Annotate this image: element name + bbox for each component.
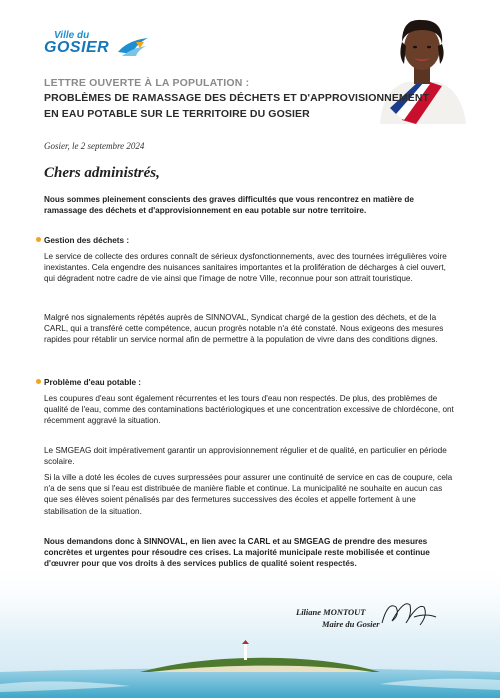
conclusion-paragraph: Nous demandons donc à SINNOVAL, en lien avec la CARL et au SMGEAG de prendre des mesures concrètes et urgentes pour résoudre ces crises. La majorité municipale reste mobilisée et continue [44,537,430,558]
section-heading-water [36,378,141,387]
wave-icon [116,36,150,58]
city-logo [44,30,154,60]
water-paragraph-2a: Le SMGEAG doit impérativement garantir un approvisionnement régulier et de qualité, en particulier en période scolaire. [44,446,447,467]
logo-line2: GOSIER [44,39,110,56]
bullet-icon [36,379,41,384]
signature-title: Maire du Gosier [322,619,380,629]
mayor-portrait [372,12,472,124]
section-heading-waste [36,236,129,245]
waste-paragraph-2: Malgré nos signalements répétés auprès de SINNOVAL, Syndicat chargé de la gestion des déchets, et de la CARL, qui a transféré cette compétence, aucun progrès notable n'a été constaté. Nous exigeons des mesures rapides pour rétablir un service normal afin de permettre à la population de vivre dans des conditions dignes. [44,313,444,345]
bullet-icon [36,237,41,242]
water-paragraph-1: Les coupures d'eau sont également récurrentes et les tours d'eau non respectés. De plus, des problèmes de qualité de l'eau, comme des contaminations bactériologiques et une concentration excessive de chlordécone, ont récemment aggravé la situation. [44,394,454,426]
waste-paragraph-1: Le service de collecte des ordures connaît de sérieux dysfonctionnements, avec des tournées irrégulières voire inexistantes. Cela engendre des nuisances sanitaires importantes et la prolifération de décharges à ciel ouvert, qui dégradent notre cadre de vie ainsi que l'image de notre Ville, reconnue pour son attrait touristique. [44,252,447,284]
signature-name: Liliane MONTOUT [296,607,366,617]
letter-title-line2: EN EAU POTABLE SUR LE TERRITOIRE DU GOSIER [44,108,310,120]
greeting: Chers administrés, [44,165,160,181]
section-heading-waste-label: Gestion des déchets : [44,236,130,245]
water-paragraph-2b: Si la ville a doté les écoles de cuves surpressées pour assurer une continuité de service en cas de coupure, cela n'a de sens que si l'eau est distribuée de manière fiable et continue. La municipalité ne souhaite en aucun cas que ses élèves soient pénalisés par des fermetures successives des écoles et appelle fortement à une stabilisation de la situation. [44,473,453,516]
intro-paragraph: Nous sommes pleinement conscients des graves difficultés que vous rencontrez en matière de ramassage des déchets et d'approvisionnement en eau potable sur notre territoire. [44,195,414,216]
letter-title-line1: PROBLÈMES DE RAMASSAGE DES DÉCHETS ET D'APPROVISIONNEMENT [44,92,430,104]
logo-line1: Ville du [54,30,90,41]
island-landscape [0,560,500,698]
handwritten-signature [378,597,438,629]
letter-date: Gosier, le 2 septembre 2024 [44,141,145,151]
section-heading-water-label: Problème d'eau potable : [44,378,142,387]
letter-kicker: LETTRE OUVERTE À LA POPULATION : [44,77,250,89]
